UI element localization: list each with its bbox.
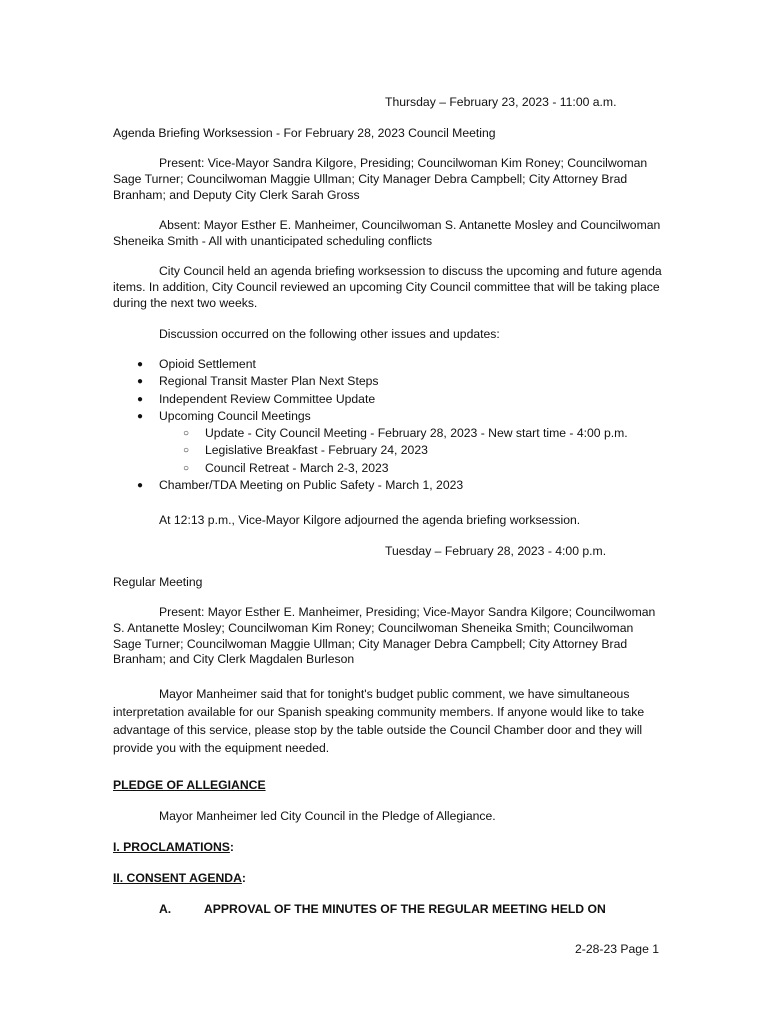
circle-bullet-icon: ○ [183, 462, 190, 474]
list-item: ● Upcoming Council Meetings ○ Update - City Council Meeting - February 28, 2023 - New start time - 4:00 p.m. ○ Legislative Breakfast - February 24, 2023 ○ Council Retreat - March 2-3, 2023 [113, 408, 673, 477]
consent-agenda-heading: II. CONSENT AGENDA: [113, 871, 246, 885]
briefing-title: Agenda Briefing Worksession - For February 28, 2023 Council Meeting [113, 126, 496, 140]
sub-list-item: ○ Update - City Council Meeting - February 28, 2023 - New start time - 4:00 p.m. [159, 425, 673, 442]
discussion-intro: Discussion occurred on the following other issues and updates: [159, 327, 500, 341]
bullet-icon: ● [137, 410, 144, 422]
list-item: ● Opioid Settlement [113, 356, 673, 373]
interpretation-paragraph: Mayor Manheimer said that for tonight's budget public comment, we have simultaneous interpretation available for our Spanish speaking community members. If anyone would like to take advantage of this service, please stop by the table outside the Council Chamber door and they will provide you with the equipment needed. [113, 687, 645, 755]
sub-list-item: ○ Council Retreat - March 2-3, 2023 [159, 460, 673, 477]
regular-title: Regular Meeting [113, 575, 203, 589]
regular-present-paragraph: Present: Mayor Esther E. Manheimer, Presiding; Vice-Mayor Sandra Kilgore; Councilwoman S. Antanette Mosley; Councilwoman Kim Roney; Councilwoman Sheneika Smith; Councilwoman Sage Turner; Councilwoman Maggie Ullman; City Manager Debra Campbell; City Attorney Brad Branham; and City Clerk Magdalen Burleson [113, 605, 656, 667]
bullet-icon: ● [137, 480, 144, 492]
briefing-absent-paragraph: Absent: Mayor Esther E. Manheimer, Councilwoman S. Antanette Mosley and Councilwoman Sheneika Smith - All with unanticipated scheduling conflicts [113, 218, 661, 248]
page-footer: 2-28-23 Page 1 [575, 942, 660, 956]
item-a-title: APPROVAL OF THE MINUTES OF THE REGULAR MEETING HELD ON [204, 902, 606, 916]
regular-date-line: Tuesday – February 28, 2023 - 4:00 p.m. [385, 544, 607, 558]
briefing-summary-paragraph: City Council held an agenda briefing worksession to discuss the upcoming and future agenda items. In addition, City Council reviewed an upcoming City Council committee that will be taking place during the next two weeks. [113, 264, 662, 310]
proclamations-heading: I. PROCLAMATIONS: [113, 840, 234, 854]
circle-bullet-icon: ○ [183, 428, 190, 440]
list-item: ● Independent Review Committee Update [113, 391, 673, 408]
adjourned-text: At 12:13 p.m., Vice-Mayor Kilgore adjourned the agenda briefing worksession. [159, 513, 581, 527]
briefing-date-line: Thursday – February 23, 2023 - 11:00 a.m. [385, 95, 617, 109]
circle-bullet-icon: ○ [183, 445, 190, 457]
discussion-list [113, 356, 673, 494]
item-a-letter: A. [159, 902, 172, 916]
bullet-icon: ● [137, 359, 144, 370]
list-item: ● Chamber/TDA Meeting on Public Safety - March 1, 2023 [113, 477, 673, 494]
pledge-text: Mayor Manheimer led City Council in the Pledge of Allegiance. [159, 809, 496, 823]
sub-list [159, 425, 673, 477]
briefing-present-paragraph: Present: Vice-Mayor Sandra Kilgore, Presiding; Councilwoman Kim Roney; Councilwoman Sage Turner; Councilwoman Maggie Ullman; City Manager Debra Campbell; City Attorney Brad Branham; and Deputy City Clerk Sarah Gross [113, 156, 648, 202]
list-item: ● Regional Transit Master Plan Next Steps [113, 373, 673, 390]
sub-list-item: ○ Legislative Breakfast - February 24, 2023 [159, 442, 673, 459]
bullet-icon: ● [137, 376, 144, 388]
bullet-icon: ● [137, 393, 144, 405]
pledge-heading: PLEDGE OF ALLEGIANCE [113, 778, 266, 792]
